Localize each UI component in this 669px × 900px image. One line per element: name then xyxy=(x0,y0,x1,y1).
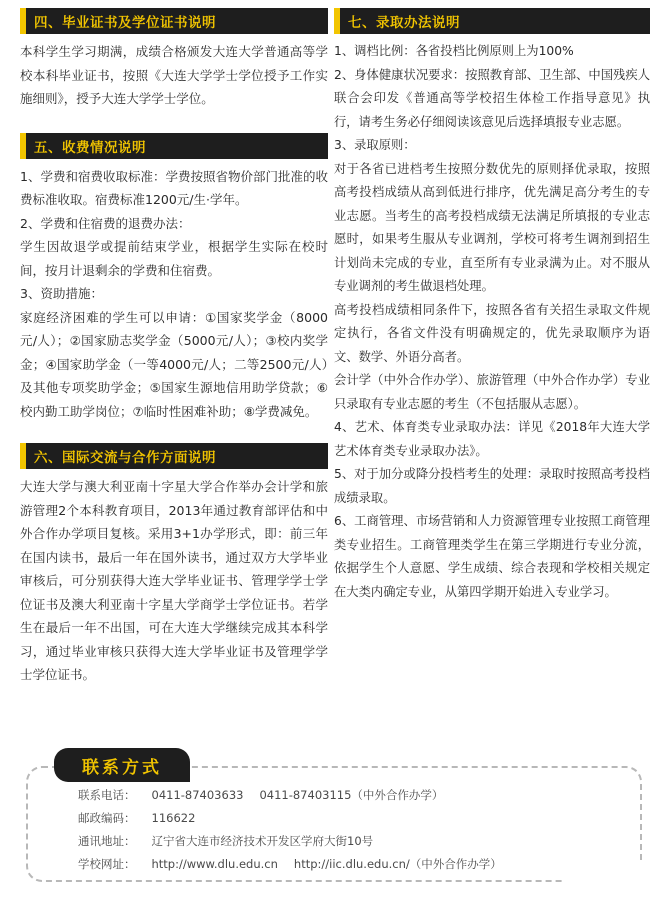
paragraph: 学生因故退学或提前结束学业，根据学生实际在校时间，按月计退剩余的学费和住宿费。 xyxy=(20,239,328,278)
paragraph: 4、艺术、体育类专业录取办法：详见《2018年大连大学艺术体育类专业录取办法》。 xyxy=(334,420,650,458)
postcode-value: 116622 xyxy=(151,811,196,825)
contact-website-line xyxy=(78,853,518,876)
section-graduation-certificates xyxy=(20,8,328,111)
postcode-label: 邮政编码： xyxy=(78,811,136,825)
left-column xyxy=(20,8,328,697)
paragraph: 大连大学与澳大利亚南十字星大学合作举办会计学和旅游管理2个本科教育项目，2013年通过教育部评估和中外合作办学项目复核。采用3+1办学形式，即：前三年在国内读书，最后一年在国外读书，通过双方大学毕业审核后，可分别获得大连大学毕业证书、管理学学士学位证书及澳大利亚南十字星大学商学士学位证书。若学生在最后一年不出国，可在大连大学继续完成其本科学习，通过毕业审核只获得大连大学毕业证书及管理学学士学位证书。 xyxy=(20,479,328,682)
paragraph: 本科学生学习期满，成绩合格颁发大连大学普通高等学校本科毕业证书，按照《大连大学学士学位授予工作实施细则》，授予大连大学学士学位。 xyxy=(20,44,328,106)
paragraph: 2、身体健康状况要求：按照教育部、卫生部、中国残疾人联合会印发《普通高等学校招生体检工作指导意见》执行，请考生务必仔细阅读该意见后选择填报专业志愿。 xyxy=(334,67,650,129)
contact-header xyxy=(54,748,190,782)
section-title: 七、录取办法说明 xyxy=(348,15,460,31)
section-header xyxy=(20,133,328,159)
right-column xyxy=(334,8,650,614)
website-link-cooperation[interactable]: http://iic.dlu.edu.cn/（中外合作办学） xyxy=(293,857,502,871)
address-value: 辽宁省大连市经济技术开发区学府大街10号 xyxy=(151,834,374,848)
contact-address-line xyxy=(78,830,518,853)
phone-number-1: 0411-87403633 xyxy=(151,788,244,802)
contact-phone-line xyxy=(78,784,518,807)
website-label: 学校网址： xyxy=(78,857,136,871)
paragraph: 5、对于加分或降分投档考生的处理：录取时按照高考投档成绩录取。 xyxy=(334,467,650,505)
paragraph: 高考投档成绩相同条件下，按照各省有关招生录取文件规定执行，各省文件没有明确规定的，优先录取顺序为语文、数学、外语分高者。 xyxy=(334,302,650,364)
website-link-main[interactable]: http://www.dlu.edu.cn xyxy=(151,857,278,871)
section-title: 四、毕业证书及学位证书说明 xyxy=(34,15,216,31)
paragraph: 会计学（中外合作办学）、旅游管理（中外合作办学）专业只录取有专业志愿的考生（不包括服从志愿）。 xyxy=(334,373,650,411)
contact-lines xyxy=(78,784,518,876)
paragraph: 对于各省已进档考生按照分数优先的原则择优录取，按照高考投档成绩从高到低进行排序，优先满足高分考生的专业志愿。当考生的高考投档成绩无法满足所填报的专业志愿时，如果考生服从专业调剂，学校可将考生调剂到招生计划尚未完成的专业，直至所有专业录满为止。对不服从专业调剂的考生做退档处理。 xyxy=(334,161,650,293)
section-admission-rules xyxy=(334,8,650,604)
section-title: 六、国际交流与合作方面说明 xyxy=(34,450,216,466)
section-header xyxy=(334,8,650,34)
section-header xyxy=(20,443,328,469)
section-fees xyxy=(20,133,328,424)
phone-label: 联系电话： xyxy=(78,788,136,802)
section-title: 五、收费情况说明 xyxy=(34,139,146,156)
box-corner-gap xyxy=(562,860,642,884)
contact-panel xyxy=(26,748,642,880)
phone-number-2: 0411-87403115（中外合作办学） xyxy=(259,788,444,802)
paragraph: 1、学费和宿费收取标准：学费按照省物价部门批准的收费标准收取。宿费标准1200元/生·学年。 xyxy=(20,168,328,207)
paragraph: 1、调档比例：各省投档比例原则上为100% xyxy=(334,44,574,58)
contact-postcode-line xyxy=(78,807,518,830)
contact-title: 联系方式 xyxy=(82,757,162,778)
paragraph: 6、工商管理、市场营销和人力资源管理专业按照工商管理类专业招生。工商管理类学生在第三学期进行专业分流，依据学生个人意愿、学生成绩、综合表现和学校相关规定在大类内确定专业，从第四学期开始进入专业学习。 xyxy=(334,514,650,599)
paragraph: 3、录取原则： xyxy=(334,138,416,152)
paragraph: 家庭经济困难的学生可以申请：①国家奖学金（8000元/人）；②国家励志奖学金（5000元/人）；③校内奖学金；④国家助学金（一等4000元/人；二等2500元/人）及其他专项奖助学金；⑤国家生源地信用助学贷款；⑥校内勤工助学岗位；⑦临时性困难补助；⑧学费减免。 xyxy=(20,309,328,419)
section-header xyxy=(20,8,328,34)
paragraph: 2、学费和住宿费的退费办法： xyxy=(20,215,191,231)
address-label: 通讯地址： xyxy=(78,834,136,848)
paragraph: 3、资助措施： xyxy=(20,286,103,301)
section-international-cooperation xyxy=(20,443,328,687)
